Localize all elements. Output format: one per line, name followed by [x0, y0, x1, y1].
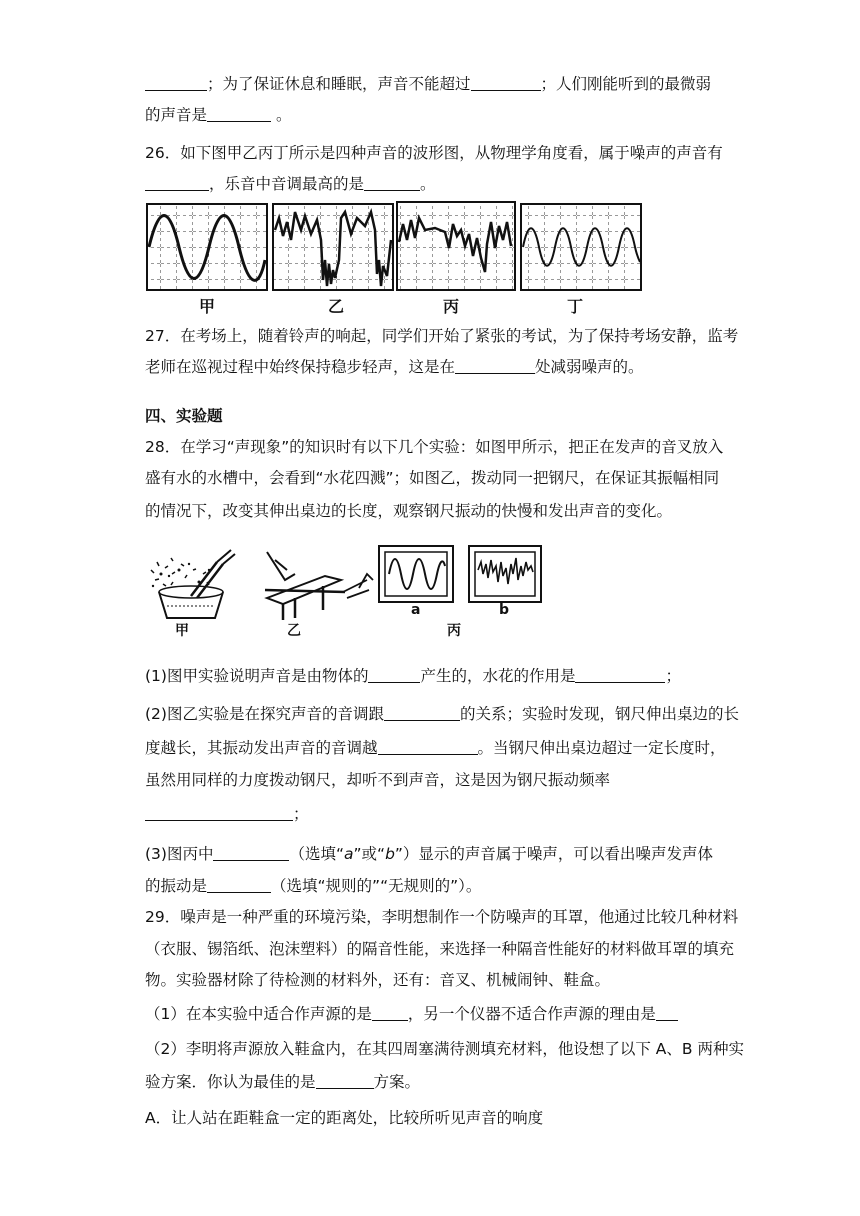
- q26-line-2: ，乐音中音调最高的是 。: [145, 173, 715, 195]
- q28-part-1: (1)图甲实验说明声音是由物体的 产生的，水花的作用是 ；: [145, 667, 681, 685]
- answer-blank[interactable]: [384, 704, 460, 721]
- q28-line-3: 的情况下，改变其伸出桌边的长度，观察钢尺振动的快慢和发出声音的变化。: [145, 502, 673, 520]
- figure-label-bing: 丙: [447, 623, 461, 639]
- figure-label-jia: 甲: [175, 623, 189, 639]
- answer-blank[interactable]: [656, 1004, 678, 1021]
- waveform-yi: [273, 204, 393, 290]
- waveform-label: 甲: [199, 297, 216, 316]
- figure-label-b: b: [499, 602, 510, 618]
- q27-line-1: 27．在考场上，随着铃声的响起，同学们开始了紧张的考试，为了保持考场安静，监考: [145, 327, 739, 345]
- tuning-fork-tank-drawing: [151, 550, 235, 618]
- q28-part-2-line-2: 度越长，其振动发出声音的音调越 。当钢尺伸出桌边超过一定长度时，: [145, 739, 726, 757]
- waveform-figure: [145, 200, 645, 318]
- waveform-ding: [521, 204, 641, 290]
- q25-line-2: 的声音是 。: [145, 106, 292, 124]
- q28-part-2-line-4: ；: [145, 803, 715, 825]
- q28-part-2-line-1: (2)图乙实验是在探究声音的音调跟 的关系；实验时发现，钢尺伸出桌边的长: [145, 705, 739, 723]
- q27-line-2: 老师在巡视过程中始终保持稳步轻声，这是在 处减弱噪声的。: [145, 358, 644, 376]
- answer-blank[interactable]: [207, 105, 271, 122]
- answer-blank[interactable]: [368, 666, 420, 683]
- waveform-jia: [147, 204, 267, 290]
- q29-option-a: A．让人站在距鞋盒一定的距离处，比较所听见声音的响度: [145, 1109, 544, 1127]
- experiment-figure: [145, 540, 545, 640]
- ruler-desk-drawing: [265, 552, 373, 620]
- scope-a: [379, 546, 453, 602]
- waveform-label: 丙: [443, 297, 460, 316]
- q29-line-2: （衣服、锡箔纸、泡沫塑料）的隔音性能，来选择一种隔音性能好的材料做耳罩的填充: [145, 940, 735, 958]
- answer-blank[interactable]: [471, 74, 541, 91]
- q28-part-2-line-3: 虽然用同样的力度拨动钢尺，却听不到声音，这是因为钢尺振动频率: [145, 771, 611, 789]
- waveform-label: 丁: [567, 297, 584, 316]
- waveform-bing: [397, 202, 515, 290]
- q26-line-1: 26．如下图甲乙丙丁所示是四种声音的波形图，从物理学角度看，属于噪声的声音有: [145, 144, 723, 162]
- q29-line-3: 物。实验器材除了待检测的材料外，还有：音叉、机械闹钟、鞋盒。: [145, 971, 611, 989]
- answer-blank[interactable]: [145, 804, 293, 821]
- answer-blank[interactable]: [207, 876, 271, 893]
- answer-blank[interactable]: [364, 174, 420, 191]
- q28-line-1: 28．在学习“声现象”的知识时有以下几个实验：如图甲所示，把正在发声的音叉放入: [145, 438, 724, 456]
- figure-label-a: a: [411, 602, 421, 618]
- answer-blank[interactable]: [145, 174, 209, 191]
- answer-blank[interactable]: [575, 666, 665, 683]
- q29-part-1: （1）在本实验中适合作声源的是 ，另一个仪器不适合作声源的理由是: [145, 1003, 715, 1025]
- figure-label-yi: 乙: [287, 623, 301, 639]
- answer-blank[interactable]: [372, 1004, 408, 1021]
- scope-b: [469, 546, 541, 602]
- answer-blank[interactable]: [455, 357, 535, 374]
- q28-part-3-line-2: 的振动是 （选填“规则的”“无规则的”）。: [145, 877, 482, 895]
- answer-blank[interactable]: [145, 74, 207, 91]
- answer-blank[interactable]: [316, 1072, 374, 1089]
- section-heading: 四、实验题: [145, 407, 223, 425]
- q28-part-3-line-1: (3)图丙中 （选填“a”或“b”）显示的声音属于噪声，可以看出噪声发声体: [145, 845, 713, 863]
- answer-blank[interactable]: [213, 844, 289, 861]
- q29-part-2-line-2: 验方案．你认为最佳的是 方案。: [145, 1073, 421, 1091]
- q29-line-1: 29．噪声是一种严重的环境污染，李明想制作一个防噪声的耳罩，他通过比较几种材料: [145, 908, 739, 926]
- q29-part-2-line-1: （2）李明将声源放入鞋盒内，在其四周塞满待测填充材料，他设想了以下 A、B 两种实: [145, 1040, 744, 1058]
- q25-line-1: ；为了保证休息和睡眠，声音不能超过 ；人们刚能听到的最微弱: [145, 73, 715, 95]
- waveform-label: 乙: [328, 297, 345, 316]
- answer-blank[interactable]: [378, 738, 478, 755]
- q28-line-2: 盛有水的水槽中，会看到“水花四溅”；如图乙，拨动同一把钢尺，在保证其振幅相同: [145, 469, 720, 487]
